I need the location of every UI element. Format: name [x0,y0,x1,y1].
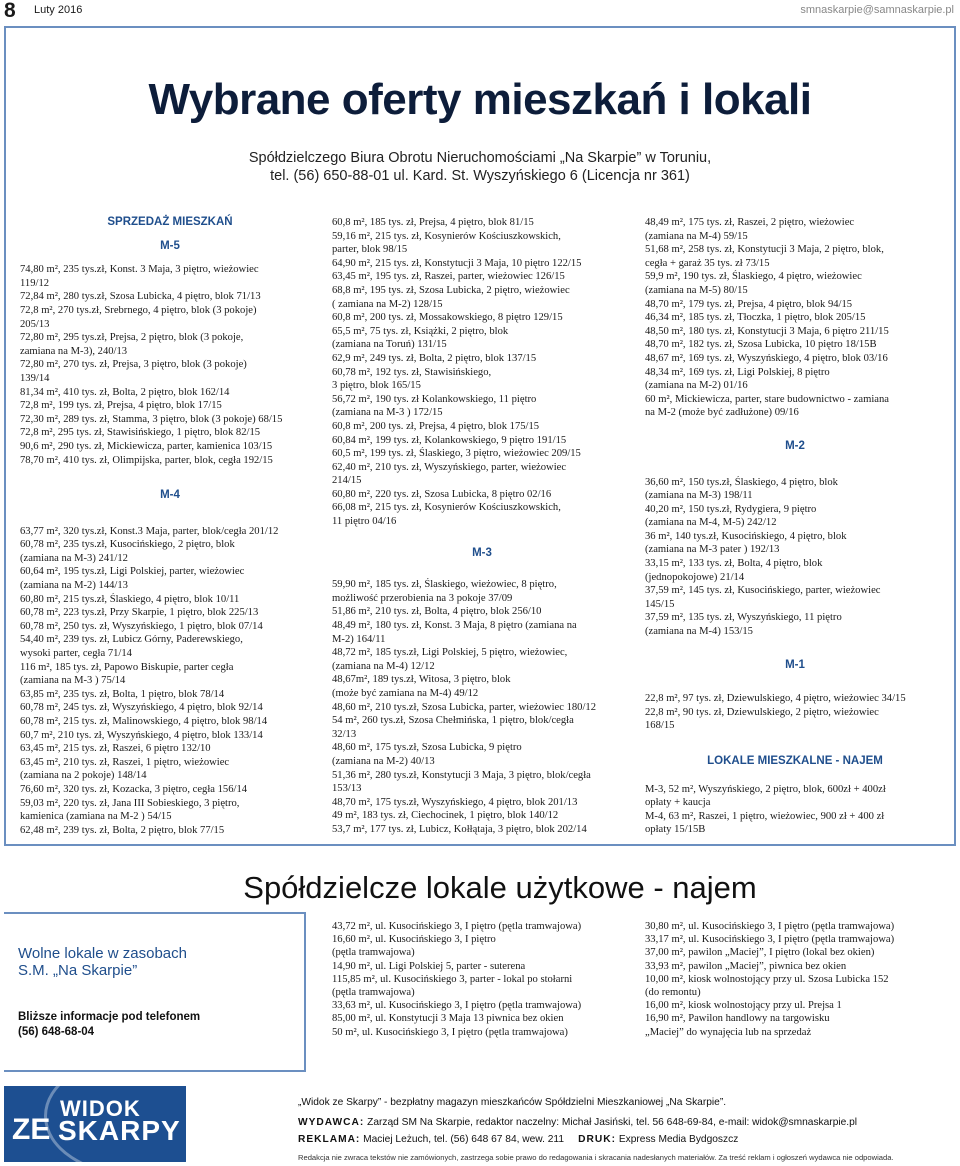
offers-column-3 [645,216,945,837]
list-item: (zamiana na M-3) 198/11 [645,490,753,502]
list-item: (jednopokojowe) 21/14 [645,571,745,583]
list-item: (zamiana na M-2) 40/13 [332,755,435,767]
info-box [4,912,306,1072]
list-item: parter, blok 98/15 [332,244,408,256]
list-item: 60,8 m², 200 tys. zł, Prejsa, 4 piętro, blok 175/15 [332,420,540,432]
list-item: 139/14 [20,372,50,384]
section-title-m3: M-3 [472,546,492,559]
list-item: 48,60 m², 210 tys.zł, Szosa Lubicka, parter, wieżowiec 180/12 [332,701,597,713]
list-item: 60,7 m², 210 tys. zł, Wyszyńskiego, 4 piętro, blok 133/14 [20,729,263,741]
list-item: 37,00 m², pawilon „Maciej”, I piętro (lokal bez okien) [645,947,875,959]
info-box-title [18,945,187,979]
info-box-title-line-1: Wolne lokale w zasobach [18,945,187,962]
list-item: 16,00 m², kiosk wolnostojący przy ul. Prejsa 1 [645,1000,842,1012]
footer-disclaimer: Redakcja nie zwraca tekstów nie zamówionych, zastrzega sobie prawo do redagowania i skracania nadesłanych materiałów. Za treść reklam i ogłoszeń wydawca nie odpowiada. [298,1153,894,1162]
list-item: 48,49 m², 175 tys. zł, Raszei, 2 piętro, wieżowiec [645,217,855,228]
commercial-column-1 [332,920,632,1039]
list-item: 64,90 m², 215 tys. zł, Konstytucji 3 Maja, 10 piętro 122/15 [332,257,582,269]
list-item: 85,00 m², ul. Konstytucji 3 Maja 13 piwnica bez okien [332,1013,564,1025]
list-item: 32/13 [332,728,357,740]
list-item: 54 m², 260 tys.zł, Szosa Chełmińska, 1 piętro, blok/cegła [332,715,574,727]
list-item: 33,17 m², ul. Kusocińskiego 3, I piętro (pętla tramwajowa) [645,934,895,946]
list-item: 11 piętro 04/16 [332,516,397,528]
list-item: (może być zamiana na M-4) 49/12 [332,688,479,699]
list-item: (zamiana na Toruń) 131/15 [332,339,447,351]
section-title-m4: M-4 [160,489,180,502]
list-item: (zamiana na M-3) 241/12 [20,552,128,564]
footer-ads-label: REKLAMA: [298,1134,361,1145]
list-item: (zamiana na M-3 ) 172/15 [332,407,443,419]
list-item: 51,36 m², 280 tys.zł, Konstytucji 3 Maja, 3 piętro, blok/cegła [332,769,591,781]
list-item: 78,70 m², 410 tys. zł, Olimpijska, parter, blok, cegła 192/15 [20,454,273,466]
list-item: (zamiana na M-5) 80/15 [645,284,748,296]
list-item: 16,60 m², ul. Kusocińskiego 3, I piętro [332,934,496,946]
list-item: ( zamiana na M-2) 128/15 [332,298,443,310]
list-item: (pętla tramwajowa) [332,987,415,999]
list-item: opłaty 15/15B [645,824,706,836]
logo-ze: ZE [12,1113,51,1146]
list-item: (zamiana na M-4) 59/15 [645,230,748,242]
list-item: (zamiana na M-2) 01/16 [645,380,748,392]
list-item: opłaty + kaucja [645,797,711,809]
list-item: 72,8 m², 295 tys. zł, Stawisińskiego, 1 piętro, blok 82/15 [20,427,261,439]
list-item: 54,40 m², 239 tys. zł, Lubicz Górny, Paderewskiego, [20,634,243,646]
list-item: możliwość przerobienia na 3 pokoje 37/09 [332,592,513,604]
list-item: 48,70 m², 179 tys. zł, Prejsa, 4 piętro, blok 94/15 [645,298,853,310]
list-item: 63,77 m², 320 tys.zł, Konst.3 Maja, parter, blok/cegła 201/12 [20,525,279,537]
offers-column-1 [20,216,320,837]
list-item: 36 m², 140 tys.zł, Kusocińskiego, 4 piętro, blok [645,530,847,542]
list-item: 10,00 m², kiosk wolnostojący przy ul. Szosa Lubicka 152 [645,973,889,985]
footer-ads-text: Maciej Leżuch, tel. (56) 648 67 84, wew. 211 [360,1134,565,1145]
list-item: 60,84 m², 199 tys. zł, Kolankowskiego, 9 piętro 191/15 [332,434,567,446]
list-item: 90,6 m², 290 tys. zł, Mickiewicza, parter, kamienica 103/15 [20,440,273,452]
list-item: 115,85 m², ul. Kusocińskiego 3, parter - lokal po stołarni [332,973,573,985]
list-item: 168/15 [645,720,675,732]
list-item: 43,72 m², ul. Kusocińskiego 3, I piętro (pętla tramwajowa) [332,921,582,932]
list-item: 72,84 m², 280 tys.zł, Szosa Lubicka, 4 piętro, blok 71/13 [20,291,261,303]
list-item: 14,90 m², ul. Ligi Polskiej 5, parter - suterena [332,960,526,972]
list-item: cegła + garaż 35 tys. zł 73/15 [645,257,770,269]
list-m3 [332,578,632,836]
list-item: 60,8 m², 185 tys. zł, Prejsa, 4 piętro, blok 81/15 [332,217,534,228]
sale-title: SPRZEDAŻ MIESZKAŃ [107,216,233,228]
list-item: 60,78 m², 223 tys.zł, Przy Skarpie, 1 piętro, blok 225/13 [20,607,259,619]
list-item: 40,20 m², 150 tys.zł, Rydygiera, 9 piętro [645,503,817,515]
footer-print-label: DRUK: [578,1134,616,1145]
list-item: 49 m², 183 tys. zł, Ciechocinek, 1 piętro, blok 140/12 [332,810,559,822]
list-item: 37,59 m², 135 tys. zł, Wyszyńskiego, 11 piętro [645,612,842,624]
list-item: 33,15 m², 133 tys. zł, Bolta, 4 piętro, blok [645,558,823,570]
list-item: 153/13 [332,783,362,795]
list-item: (do remontu) [645,987,701,999]
list-item: 53,7 m², 177 tys. zł, Lubicz, Kołłątaja, 3 piętro, blok 202/14 [332,823,587,835]
list-item: (zamiana na M-2) 144/13 [20,580,128,592]
top-bar [0,0,960,22]
list-item: 60,80 m², 220 tys. zł, Szosa Lubicka, 8 piętro 02/16 [332,488,552,500]
list-item: 59,16 m², 215 tys. zł, Kosynierów Kościuszkowskich, [332,230,561,242]
list-m2 [645,476,945,639]
widok-ze-skarpy-logo [4,1086,186,1162]
list-item: 60,78 m², 235 tys.zł, Kusocińskiego, 2 piętro, blok [20,539,235,551]
list-item: (zamiana na M-4) 153/15 [645,626,753,638]
list-item: 51,86 m², 210 tys. zł, Bolta, 4 piętro, blok 256/10 [332,606,542,618]
page-title: Wybrane oferty mieszkań i lokali [148,75,812,124]
list-item: 72,80 m², 270 tys. zł, Prejsa, 3 piętro, blok (3 pokoje) [20,359,247,371]
list-item: 81,34 m², 410 tys. zł, Bolta, 2 piętro, blok 162/14 [20,386,230,398]
page-number: 8 [4,0,16,22]
issue-date: Luty 2016 [34,4,83,16]
list-item: M-4, 63 m², Raszei, 1 piętro, wieżowiec, 900 zł + 400 zł [645,810,885,822]
list-item: (pętla tramwajowa) [332,947,415,959]
list-item: zamiana na M-3), 240/13 [20,345,128,357]
list-item: (zamiana na M-3 ) 75/14 [20,675,126,687]
list-item: 62,48 m², 239 tys. zł, Bolta, 2 piętro, blok 77/15 [20,824,225,836]
list-item: „Maciej” do wynajęcia lub na sprzedaż [645,1026,812,1038]
list-item: 72,80 m², 295 tys.zł, Prejsa, 2 piętro, blok (3 pokoje, [20,332,244,344]
info-box-contact [18,1010,200,1040]
list-item: 76,60 m², 320 tys. zł, Kozacka, 3 piętro, cegła 156/14 [20,783,248,795]
list-item: 48,67m², 189 tys.zł, Witosa, 3 piętro, blok [332,674,511,686]
list-item: 72,30 m², 289 tys. zł, Stamma, 3 piętro, blok (3 pokoje) 68/15 [20,413,283,425]
list-item: 48,60 m², 175 tys.zł, Szosa Lubicka, 9 piętro [332,742,522,754]
list-item: 59,90 m², 185 tys. zł, Ślaskiego, wieżowiec, 8 piętro, [332,579,557,591]
list-item: 62,40 m², 210 tys. zł, Wyszyńskiego, parter, wieżowiec [332,461,567,473]
list-item: (zamiana na 2 pokoje) 148/14 [20,770,147,782]
list-item: 63,45 m², 195 tys. zł, Raszei, parter, wieżowiec 126/15 [332,271,565,283]
list-item: 63,45 m², 215 tys. zł, Raszei, 6 piętro 132/10 [20,743,211,755]
list-item: 60 m², Mickiewicza, parter, stare budownictwo - zamiana [645,393,889,405]
list-m3-continued [645,216,945,420]
footer-print-text: Express Media Bydgoszcz [616,1134,739,1145]
list-item: 59,9 m², 190 tys. zł, Ślaskiego, 4 piętro, wieżowiec [645,271,862,283]
section-title-m2: M-2 [785,439,805,452]
list-item: 72,8 m², 199 tys. zł, Prejsa, 4 piętro, blok 17/15 [20,400,222,412]
info-box-phone[interactable]: (56) 648-68-04 [18,1026,95,1038]
list-item: 48,50 m², 180 tys. zł, Konstytucji 3 Maja, 6 piętro 211/15 [645,325,889,337]
list-item: 48,34 m², 169 tys. zł, Ligi Polskiej, 8 piętro [645,366,830,378]
logo-skarpy: SKARPY [58,1115,181,1146]
list-item: 119/12 [20,277,50,289]
list-item: M-2) 164/11 [332,633,386,645]
list-item: 48,72 m², 185 tys.zł, Ligi Polskiej, 5 piętro, wieżowiec, [332,647,568,659]
list-item: 66,08 m², 215 tys. zł, Kosynierów Kościuszkowskich, [332,502,561,514]
list-item: 3 piętro, blok 165/15 [332,380,421,392]
section-title-m5: M-5 [160,239,180,252]
list-item: 63,45 m², 210 tys. zł, Raszei, 1 piętro, wieżowiec [20,756,230,768]
list-item: 48,67 m², 169 tys. zł, Wyszyńskiego, 4 piętro, blok 03/16 [645,352,888,364]
list-item: 60,64 m², 195 tys.zł, Ligi Polskiej, parter, wieżowiec [20,566,245,578]
commercial-title: Spółdzielcze lokale użytkowe - najem [243,870,757,905]
list-item: 65,5 m², 75 tys. zł, Książki, 2 piętro, blok [332,325,509,337]
list-item: 59,03 m², 220 tys. zł, Jana III Sobieskiego, 3 piętro, [20,797,240,809]
list-item: 68,8 m², 195 tys. zł, Szosa Lubicka, 2 piętro, wieżowiec [332,284,570,296]
section-title-lokale-najem: LOKALE MIESZKALNE - NAJEM [707,755,883,767]
list-item: 60,78 m², 192 tys. zł, Stawisińskiego, [332,366,492,378]
info-box-title-line-2: S.M. „Na Skarpie” [18,962,138,979]
logo-widok: WIDOK [60,1096,141,1121]
header-email[interactable]: smnaskarpie@samnaskarpie.pl [800,4,954,16]
list-item: 60,8 m², 200 tys. zł, Mossakowskiego, 8 piętro 129/15 [332,312,563,324]
footer-magazine-line: „Widok ze Skarpy” - bezpłatny magazyn mieszkańców Spółdzielni Mieszkaniowej „Na Skarpie”. [298,1097,727,1108]
list-item: 72,8 m², 270 tys.zł, Srebrnego, 4 piętro, blok (3 pokoje) [20,304,257,316]
list-item: 51,68 m², 258 tys. zł, Konstytucji 3 Maja, 2 piętro, blok, [645,244,884,256]
list-item: 30,80 m², ul. Kusocińskiego 3, I piętro (pętla tramwajowa) [645,921,895,932]
list-item: wysoki parter, cegła 71/14 [20,648,132,660]
list-item: kamienica (zamiana na M-2 ) 54/15 [20,811,172,823]
list-item: 16,90 m², Pawilon handlowy na targowisku [645,1013,830,1025]
footer-ads-line [298,1134,738,1145]
list-m5 [20,263,320,467]
footer-publisher-label: WYDAWCA: [298,1117,365,1128]
list-item: 56,72 m², 190 tys. zł Kolankowskiego, 11 piętro [332,393,537,405]
list-item: 60,5 m², 199 tys. zł, Ślaskiego, 3 piętro, wieżowiec 209/15 [332,448,581,460]
list-item: na M-2 (może być zadłużone) 09/16 [645,407,799,419]
list-item: 22,8 m², 90 tys. zł, Dziewulskiego, 2 piętro, wieżowiec [645,706,879,718]
list-item: 63,85 m², 235 tys. zł, Bolta, 1 piętro, blok 78/14 [20,688,225,700]
list-m4-continued [332,216,632,529]
list-item: 60,78 m², 245 tys. zł, Wyszyńskiego, 4 piętro, blok 92/14 [20,702,263,714]
list-item: 214/15 [332,475,362,487]
agency-line-2: tel. (56) 650-88-01 ul. Kard. St. Wyszyńskiego 6 (Licencja nr 361) [270,168,690,184]
list-item: 46,34 m², 185 tys. zł, Tłoczka, 1 piętro, blok 205/15 [645,312,866,324]
list-item: 48,70 m², 175 tys.zł, Wyszyńskiego, 4 piętro, blok 201/13 [332,796,578,808]
commercial-column-2 [645,920,945,1039]
list-m4 [20,525,320,838]
list-item: (zamiana na M-3 pater ) 192/13 [645,544,780,556]
list-item: 33,63 m², ul. Kusocińskiego 3, I piętro (pętla tramwajowa) [332,1000,582,1012]
list-item: (zamiana na M-4, M-5) 242/12 [645,517,777,529]
list-item: 205/13 [20,318,50,330]
list-m1 [645,692,945,733]
list-item: 50 m², ul. Kusocińskiego 3, I piętro (pętla tramwajowa) [332,1026,568,1038]
section-title-m1: M-1 [785,658,805,671]
list-item: (zamiana na M-4) 12/12 [332,660,435,672]
list-item: 62,9 m², 249 tys. zł, Bolta, 2 piętro, blok 137/15 [332,352,537,364]
list-item: 145/15 [645,598,675,610]
list-item: 37,59 m², 145 tys. zł, Kusocińskiego, parter, wieżowiec [645,585,881,597]
list-item: 116 m², 185 tys. zł, Papowo Biskupie, parter cegła [20,661,234,673]
list-item: M-3, 52 m², Wyszyńskiego, 2 piętro, blok, 600zł + 400zł [645,783,886,795]
list-item: 60,78 m², 215 tys. zł, Malinowskiego, 4 piętro, blok 98/14 [20,716,268,727]
offers-column-2 [332,216,632,837]
info-box-contact-line-1: Bliższe informacje pod telefonem [18,1011,201,1023]
list-item: 33,93 m², pawilon „Maciej”, piwnica bez okien [645,960,847,972]
list-item: 60,78 m², 250 tys. zł, Wyszyńskiego, 1 piętro, blok 07/14 [20,620,263,632]
list-item: 60,80 m², 215 tys.zł, Ślaskiego, 4 piętro, blok 10/11 [20,593,240,605]
list-item: 36,60 m², 150 tys.zł, Ślaskiego, 4 piętro, blok [645,476,838,488]
agency-line-1: Spółdzielczego Biura Obrotu Nieruchomościami „Na Skarpie” w Toruniu, [248,150,712,166]
list-item: 48,70 m², 182 tys. zł, Szosa Lubicka, 10 piętro 18/15B [645,339,877,351]
footer-publisher-text: Zarząd SM Na Skarpie, redaktor naczelny: Michał Jasiński, tel. 56 648-69-84, e-mail: widok@smnaskarpie.pl [364,1117,858,1128]
list-item: 22,8 m², 97 tys. zł, Dziewulskiego, 4 piętro, wieżowiec 34/15 [645,693,906,705]
footer-publisher-line [298,1117,857,1128]
list-item: 48,49 m², 180 tys. zł, Konst. 3 Maja, 8 piętro (zamiana na [332,620,577,632]
list-item: 74,80 m², 235 tys.zł, Konst. 3 Maja, 3 piętro, wieżowiec [20,264,259,276]
list-lokale-najem [645,783,945,837]
